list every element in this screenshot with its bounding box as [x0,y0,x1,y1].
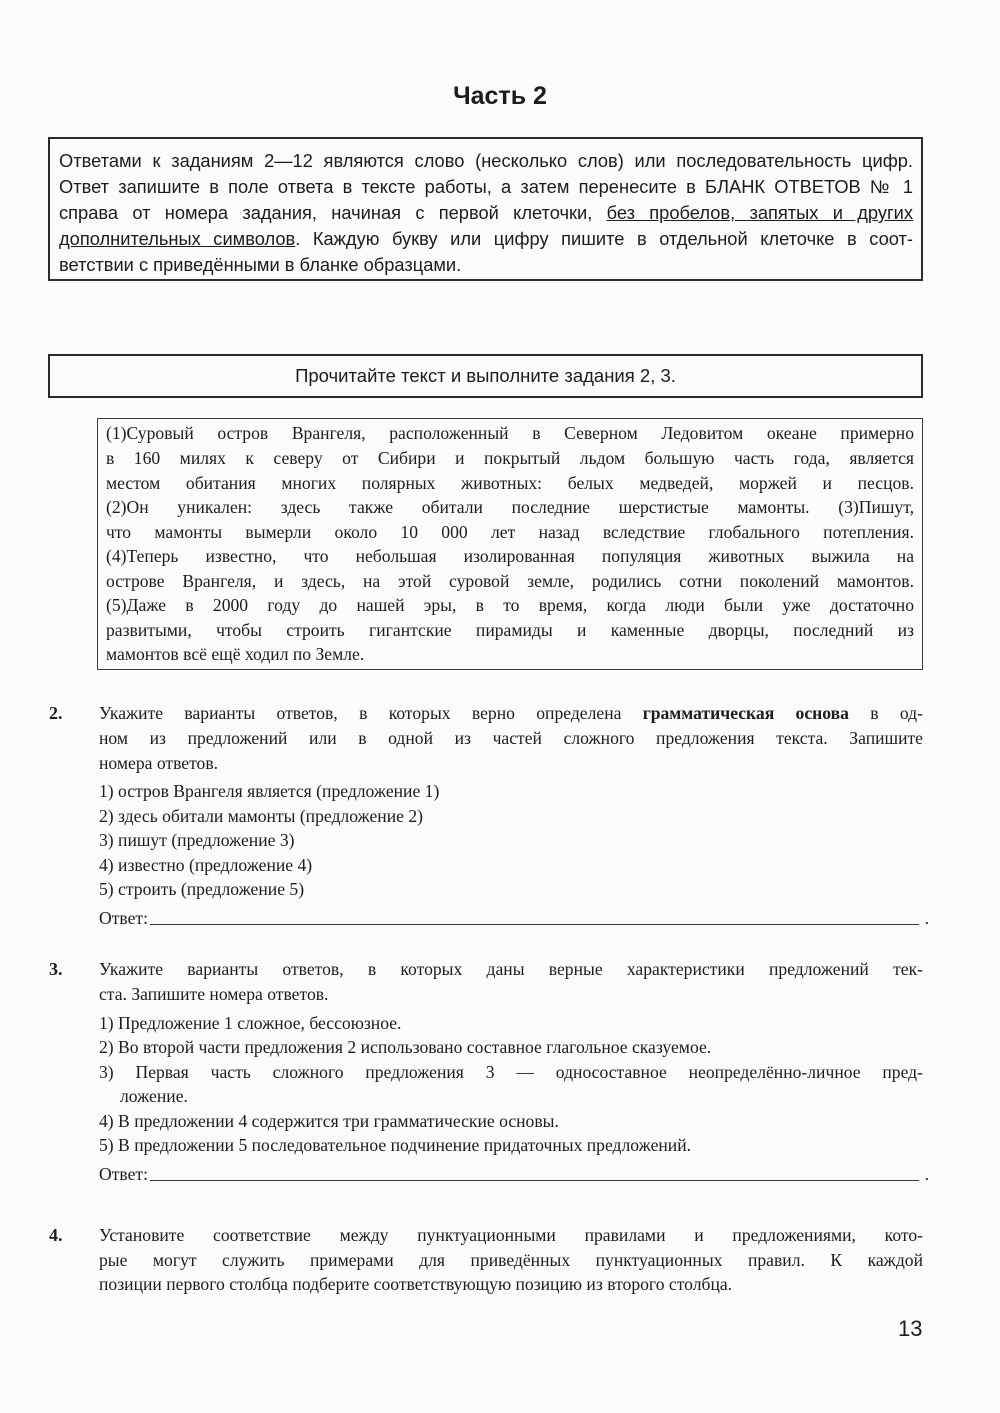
read-prompt: Прочитайте текст и выполните задания 2, 3. [295,365,676,386]
passage-line: (4)Теперь известно, что небольшая изолированная популяция животных выжила на [106,546,914,566]
passage-line: острове Врангеля, и здесь, на этой суровой земле, родились сотни поколений мамонтов. [106,571,914,591]
instructions-line-5: ветствии с приведёнными в бланке образцами. [59,254,462,275]
task-3-answer-end: . [924,1164,929,1184]
task-4-question-line: Установите соответствие между пунктуационными правилами и предложениями, кото- [99,1225,923,1245]
task-2-answer-end: . [924,908,929,928]
task-2-option: 5) строить (предложение 5) [99,879,305,899]
task-3-option-continued: ложение. [120,1086,188,1106]
passage-line: (1)Суровый остров Врангеля, расположенный в Северном Ледовитом океане примерно [106,423,914,443]
passage-line: развитыми, чтобы строить гигантские пирамиды и каменные дворцы, последний из [106,620,914,640]
task-2-question-line-2: ном из предложений или в одной из частей сложного предложения текста. Запишите [99,728,923,748]
passage-line: (2)Он уникален: здесь также обитали последние шерстистые мамонты. (3)Пишут, [106,497,914,517]
passage-line: местом обитания многих полярных животных: белых медведей, моржей и песцов. [106,473,914,493]
task-2-option: 3) пишут (предложение 3) [99,830,295,850]
task-3-option: 2) Во второй части предложения 2 использовано составное глагольное сказуемое. [99,1037,712,1057]
task-3-option: 3) Первая часть сложного предложения 3 — односоставное неопределённо-личное пред- [99,1062,923,1082]
task-2-bold-term: грамматическая основа [642,703,849,723]
task-3-option: 1) Предложение 1 сложное, бессоюзное. [99,1013,402,1033]
task-3-answer-label: Ответ: [99,1164,148,1184]
task-3-option: 5) В предложении 5 последовательное подчинение придаточных предложений. [99,1135,692,1155]
task-2-text: Укажите варианты ответов, в которых верно определена [99,703,643,723]
task-4-number: 4. [49,1225,63,1245]
instructions-line-4 [59,226,913,252]
task-2-option: 2) здесь обитали мамонты (предложение 2) [99,806,423,826]
instructions-line-3 [59,200,913,226]
task-2-option: 1) остров Врангеля является (предложение 1) [99,781,440,801]
task-2-number: 2. [49,703,63,723]
instructions-line-3-text: справа от номера задания, начиная с первой клеточки, [59,202,607,223]
instructions-box [48,137,923,281]
task-2-answer-row [99,908,929,929]
page-number: 13 [898,1316,923,1341]
instructions-line-1: Ответами к заданиям 2—12 являются слово (несколько слов) или последовательность цифр. [59,150,913,171]
task-3-answer-field[interactable] [150,1164,919,1181]
passage-line: мамонтов всё ещё ходил по Земле. [106,644,365,664]
task-3-question-line-2: ста. Запишите номера ответов. [99,984,329,1004]
instructions-line-4-text: . Каждую букву или цифру пишите в отдельной клеточке в соот- [295,228,913,249]
instructions-underlined-2: дополнительных символов [59,228,296,249]
task-2-text-end: в од- [848,703,923,723]
task-4-question-line: рые могут служить примерами для приведённых пунктуационных правил. К каждой [99,1250,923,1270]
task-2-option: 4) известно (предложение 4) [99,855,313,875]
task-2-question-line-1 [99,703,923,724]
task-4-question-line: позиции первого столбца подберите соответствующую позицию из второго столбца. [99,1274,733,1294]
passage-line: что мамонты вымерли около 10 000 лет назад вследствие глобального потепления. [106,522,914,542]
task-3-number: 3. [49,959,63,979]
part-title: Часть 2 [453,82,547,110]
task-2-answer-label: Ответ: [99,908,148,928]
passage-line: (5)Даже в 2000 году до нашей эры, в то время, когда люди были уже достаточно [106,595,914,615]
task-2-question-line-3: номера ответов. [99,753,219,773]
task-3-question-line-1: Укажите варианты ответов, в которых даны верные характеристики предложений тек- [99,959,923,979]
passage-line: в 160 милях к северу от Сибири и покрытый льдом большую часть года, является [106,448,914,468]
instructions-line-2: Ответ запишите в поле ответа в тексте работы, а затем перенесите в БЛАНК ОТВЕТОВ № 1 [59,176,913,197]
task-3-answer-row [99,1164,929,1185]
passage-box [97,418,923,670]
read-prompt-box [48,354,923,398]
instructions-underlined-1: без пробелов, запятых и других [606,202,913,223]
task-2-answer-field[interactable] [150,908,919,925]
task-3-option: 4) В предложении 4 содержится три грамматические основы. [99,1111,559,1131]
